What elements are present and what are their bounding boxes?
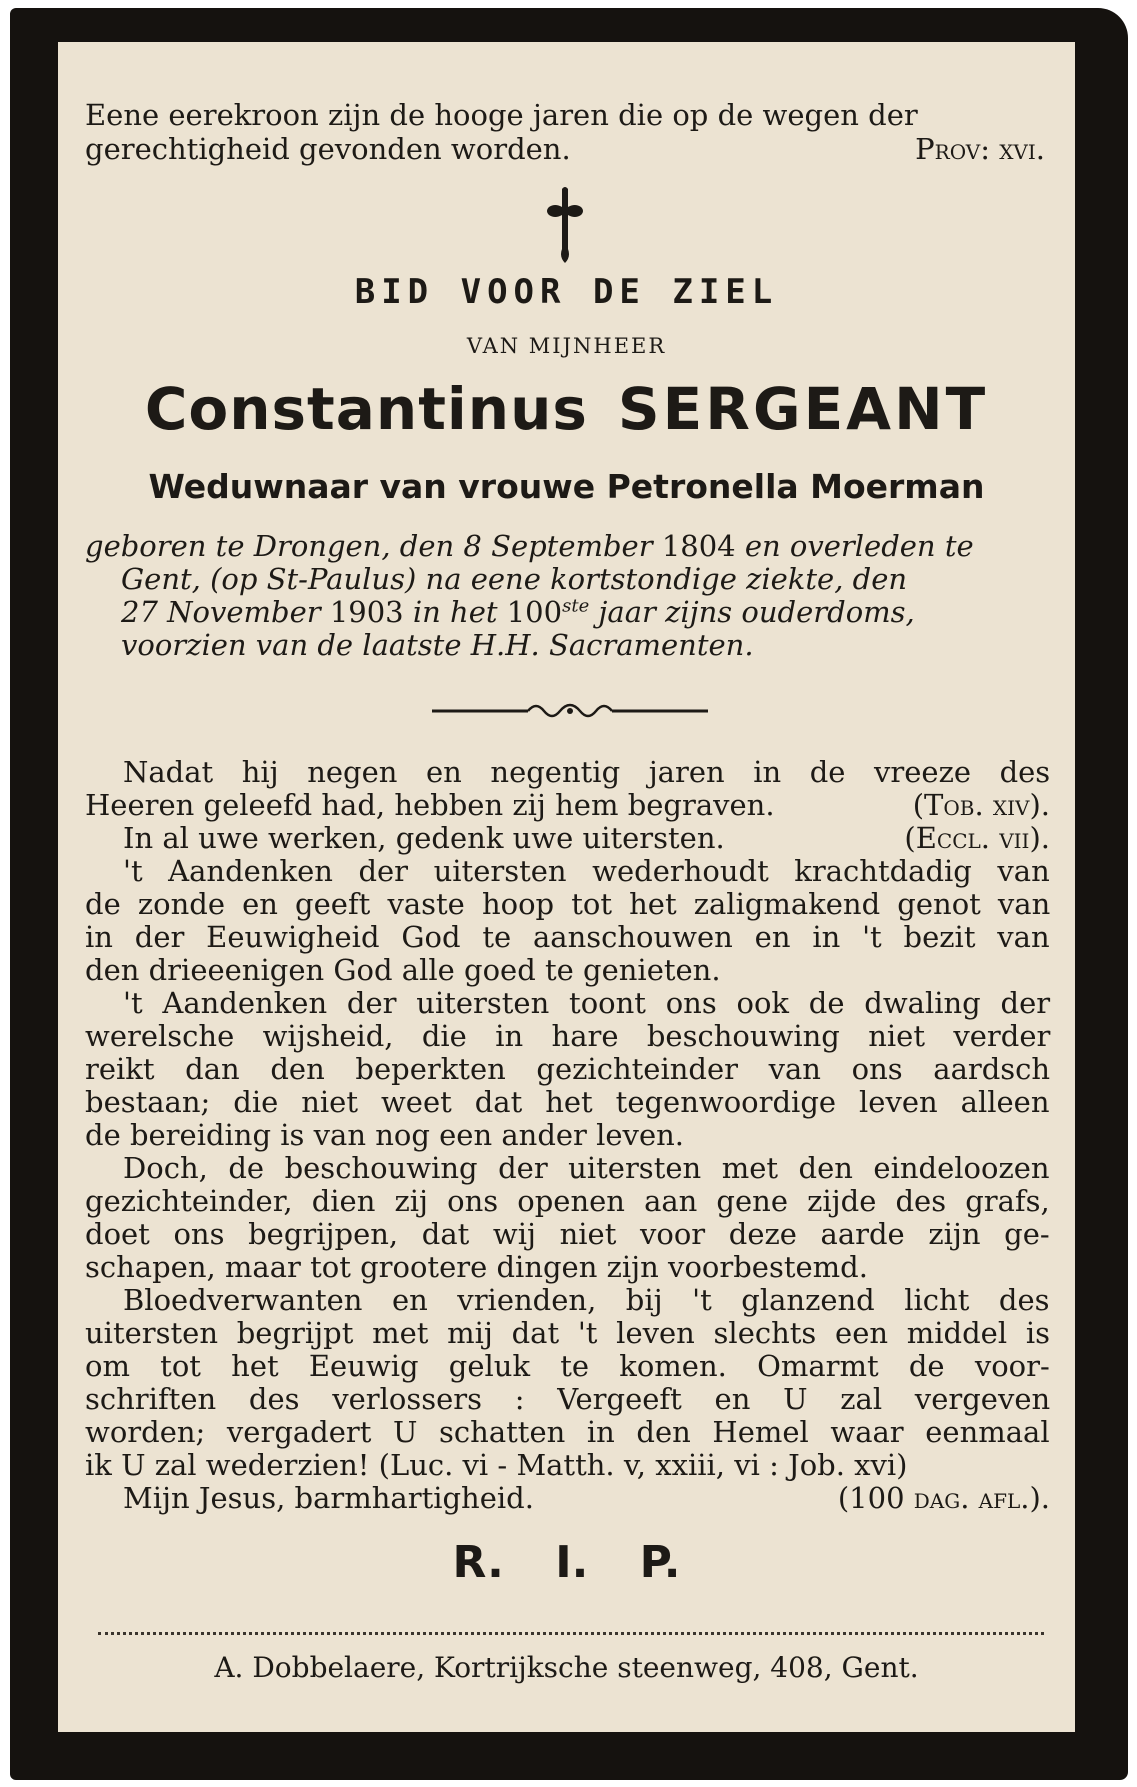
scroll-ornament-icon: [432, 697, 708, 725]
bio-text: voorzien van de laatste H.H. Sacramenten.: [121, 628, 754, 662]
prose-line: [85, 1350, 1050, 1383]
prose-line: [85, 1086, 1050, 1119]
prose-text: om tot het Eeuwig geluk te komen. Omarmt de voor-: [85, 1349, 1050, 1383]
epigraph-text-1: Eene eerekroon zijn de hooge jaren die op de wegen der: [85, 98, 918, 132]
prose-line: [85, 855, 1050, 888]
age-number: 100: [506, 595, 563, 629]
printer-imprint: A. Dobbelaere, Kortrijksche steenweg, 408, Gent.: [214, 1651, 919, 1684]
prose-line: [85, 1284, 1050, 1317]
bio-text: 27 November: [121, 595, 330, 629]
widower-line: Weduwnaar van vrouwe Petronella Moerman: [148, 467, 985, 506]
epigraph-line-1: [85, 98, 1045, 132]
ordinal-suffix: ste: [562, 595, 590, 617]
prayer-title: BID VOOR DE ZIEL: [354, 272, 779, 312]
prose-text: reikt dan den beperkten gezichteinder van ons aardsch: [85, 1052, 1051, 1086]
prose-line: [85, 921, 1050, 954]
prose-line: [85, 1449, 1050, 1482]
prose-text: 't Aandenken der uitersten toont ons ook de dwaling der: [123, 986, 1051, 1020]
prose-text: de zonde en geeft vaste hoop tot het zaligmakend genot van: [85, 887, 1051, 921]
bio-line-3: [85, 596, 1045, 629]
death-year: 1903: [329, 595, 404, 629]
prose-line: [85, 789, 1050, 822]
prose-line: [85, 1152, 1050, 1185]
prose-line: [85, 1251, 1050, 1284]
prose-text: Doch, de beschouwing der uitersten met den eindeloozen: [123, 1151, 1050, 1185]
dotted-divider: [98, 1632, 1044, 1635]
bio-line-2: [85, 563, 1045, 596]
bio-text: en overleden te: [735, 529, 974, 563]
van-label: VAN MIJNHEER: [466, 334, 667, 358]
bio-text: geboren te Drongen, den 8 September: [85, 529, 662, 563]
prose-text: schapen, maar tot grootere dingen zijn voorbestemd.: [85, 1250, 868, 1284]
prose-block: [85, 756, 1050, 1515]
scripture-citation: (Eccl. vii).: [904, 821, 1050, 855]
prose-line: [85, 1416, 1050, 1449]
epigraph-text-2: gerechtigheid gevonden worden.: [85, 132, 571, 166]
prose-line: [85, 954, 1050, 987]
epigraph-reference: Prov: xvi.: [915, 132, 1045, 166]
prose-line: [85, 1185, 1050, 1218]
prose-text: In al uwe werken, gedenk uwe uitersten.: [123, 821, 725, 855]
prose-text: bestaan; die niet weet dat het tegenwoordige leven alleen: [85, 1085, 1050, 1119]
given-name: Constantinus: [144, 375, 588, 443]
scripture-citation: (100 dag. afl.).: [837, 1481, 1050, 1515]
prose-text: doet ons begrijpen, dat wij niet voor deze aarde zijn ge-: [85, 1217, 1050, 1251]
prose-line: [85, 822, 1050, 855]
prose-line: [85, 987, 1050, 1020]
prose-text: uitersten begrijpt met mij dat 't leven slechts een middel is: [85, 1316, 1050, 1350]
prose-line: [85, 1383, 1050, 1416]
prose-text: worden; vergadert U schatten in den Hemel waar eenmaal: [85, 1415, 1050, 1449]
prose-line: [85, 1218, 1050, 1251]
prose-line: [85, 756, 1050, 789]
prose-line: [85, 888, 1050, 921]
bio-text: jaar zijns ouderdoms,: [589, 595, 915, 629]
bio-text: Gent, (op St-Paulus) na eene kortstondige ziekte, den: [121, 562, 908, 596]
prose-text: den drieeenigen God alle goed te genieten.: [85, 953, 721, 987]
prose-line: [85, 1482, 1050, 1515]
prose-text: Bloedverwanten en vrienden, bij 't glanzend licht des: [123, 1283, 1050, 1317]
prose-text: ik U zal wederzien! (Luc. vi - Matth. v, xxiii, vi : Job. xvi): [85, 1448, 908, 1482]
prose-line: [85, 1119, 1050, 1152]
prose-line: [85, 1020, 1050, 1053]
prose-text: Nadat hij negen en negentig jaren in de vreeze des: [123, 755, 1051, 789]
prose-text: 't Aandenken der uitersten wederhoudt krachtdadig van: [123, 854, 1050, 888]
prose-text: schriften des verlossers : Vergeeft en U zal vergeven: [85, 1382, 1051, 1416]
prose-text: Heeren geleefd had, hebben zij hem begraven.: [85, 788, 775, 822]
bio-line-4: [85, 629, 1045, 662]
surname: SERGEANT: [617, 375, 989, 443]
prose-text: werelsche wijsheid, die in hare beschouwing niet verder: [85, 1019, 1051, 1053]
bio-text: in het: [403, 595, 507, 629]
prose-text: gezichteinder, dien zij ons openen aan gene zijde des grafs,: [85, 1184, 1050, 1218]
deceased-name: [58, 375, 1075, 443]
rip-text: R. I. P.: [452, 1537, 681, 1588]
prose-line: [85, 1053, 1050, 1086]
biography-block: [85, 530, 1045, 662]
latin-cross-icon: [535, 185, 595, 265]
scripture-citation: (Tob. xiv).: [912, 788, 1050, 822]
birth-year: 1804: [661, 529, 736, 563]
bio-line-1: [85, 530, 1045, 563]
epigraph-line-2: [85, 132, 1045, 166]
prose-text: de bereiding is van nog een ander leven.: [85, 1118, 685, 1152]
prose-line: [85, 1317, 1050, 1350]
prose-text: in der Eeuwigheid God te aanschouwen en in 't bezit van: [85, 920, 1050, 954]
prose-text: Mijn Jesus, barmhartigheid.: [123, 1481, 534, 1515]
